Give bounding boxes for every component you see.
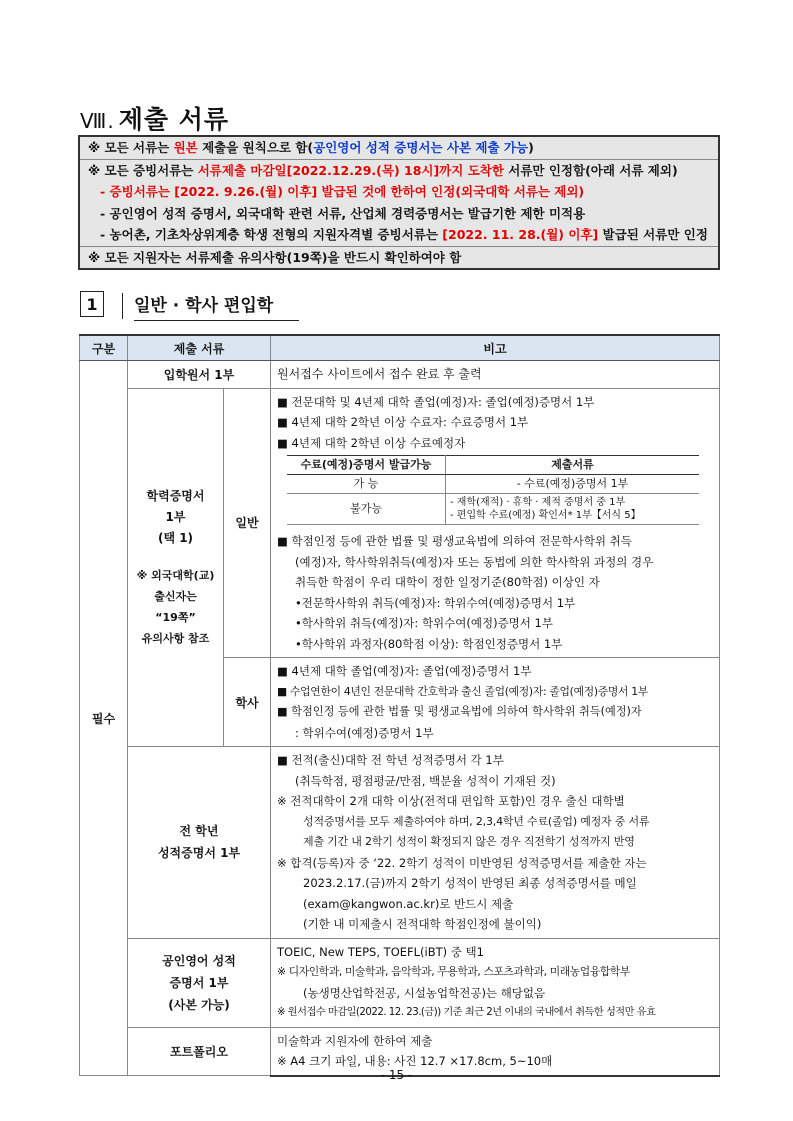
header-documents: 제출 서류 [128,335,271,361]
subtable-text: - 재학(재적) · 휴학 · 제적 증명서 중 1부 [450,497,626,508]
bullet-item: TOEIC, New TEPS, TOEFL(iBT) 중 택1 [277,944,484,959]
notice-text: ) [528,140,534,155]
bullet-item: 2023.2.17.(금)까지 2학기 성적이 반영된 최종 성적증명서를 메일 [303,876,637,890]
doc-note: 출신자는 [154,589,197,603]
section-title: 일반 · 학사 편입학 [134,291,299,321]
bullet-item: 취득한 학점이 우리 대학이 정한 일정기준(80학점) 이상인 자 [295,575,600,589]
application-note: 원서접수 사이트에서 접수 완료 후 출력 [271,361,720,389]
english-score [128,938,271,1027]
bullet-item: ■ 4년제 대학 2학년 이상 수료예정자 [277,435,466,450]
bullet-item: 성적증명서를 모두 제출하여야 하며, 2,3,4학년 수료(졸업) 예정자 중 서류 [303,814,650,828]
transcript [128,747,271,939]
subtable-header-cell: 제출서류 [446,456,700,475]
general-notes [271,388,720,658]
academic-cert [128,388,224,747]
doc-note: “19쪽” [155,610,196,624]
heading-roman-numeral: Ⅷ. [80,109,115,133]
notice-text: - 공인영어 성적 증명서, 외국대학 관련 서류, 산업체 경력증명서는 발급기한 제한 미적용 [100,205,586,221]
doc-name: 학력증명서 [146,488,205,503]
table-row [80,361,720,389]
section-heading [80,100,229,136]
section-divider [122,293,123,319]
bullet-item: ■ 학점인정 등에 관한 법률 및 평생교육법에 의하여 전문학사학위 취득 [277,534,632,548]
bullet-item: (농생명산업학전공, 시설농업학전공)는 해당없음 [303,985,546,1000]
page-number: - 15 - [380,1068,413,1082]
notice-text: 서류만 인정함(아래 서류 제외) [503,162,678,178]
subtable-cell: 불가능 [287,494,446,525]
subtable-cell: 가 능 [287,475,446,494]
subtable-header-cell: 수료(예정)증명서 발급가능 [287,456,446,475]
notice-highlight: 공인영어 성적 증명서는 사본 제출 가능 [313,140,529,155]
bullet-item: ※ 디자인학과, 미술학과, 음악학과, 무용학과, 스포츠과학과, 미래농업융합학부 [277,965,630,978]
subtable-cell: - 수료(예정)증명서 1부 [446,475,700,494]
bullet-item: : 학위수여(예정)증명서 1부 [295,725,434,740]
notice-highlight: 서류제출 마감일[2022.12.29.(목) 18시]까지 도착한 [197,162,504,178]
bullet-item: ※ 전적대학이 2개 대학 이상(전적대 편입학 포함)인 경우 출신 대학별 [277,794,625,808]
notice-line-4 [80,203,718,225]
doc-note: 유의사항 참조 [141,631,210,645]
completion-subtable [287,455,699,525]
doc-name: 증명서 1부 [169,975,229,990]
doc-name: (택 1) [157,530,194,545]
bullet-item: ※ 원서접수 마감일(2022. 12. 23.(금)) 기준 최근 2년 이내의 국내에서 취득한 성적만 유효 [277,1007,656,1018]
notice-text: ※ 모든 지원자는 서류제출 유의사항(19쪽)을 반드시 확인하여야 함 [88,249,462,265]
bachelor-notes [271,658,720,747]
subtable-text: - 편입학 수료(예정) 확인서* 1부【서식 5】 [450,510,641,521]
table-row [80,388,720,658]
notice-text: ※ 모든 서류는 [88,140,174,155]
bullet-item: 제출 기간 내 2학기 성적이 확정되지 않은 경우 직전학기 성적까지 반영 [303,835,635,848]
bullet-item: (기한 내 미제출시 전적대학 학점인정에 불이익) [303,917,542,931]
bullet-item: ■ 전적(출신)대학 전 학년 성적증명서 각 1부 [277,753,504,767]
table-row [80,938,720,1027]
notice-line-3 [80,181,718,203]
notice-text: - 증빙서류는 [2022. 9.26.(월) 이후] 발급된 것에 한하여 인정(외국대학 서류는 제외) [100,184,585,199]
header-category: 구분 [80,335,128,361]
table-header-row [80,335,720,361]
bachelor-label: 학사 [224,658,271,747]
doc-name: 공인영어 성적 [162,953,236,968]
subtable-row [287,475,699,494]
doc-name: (사본 가능) [168,997,230,1012]
transcript-notes [271,747,720,939]
notice-highlight: [2022. 11. 28.(월) 이후] [442,227,599,242]
notice-text: ※ 모든 증빙서류는 [88,162,198,178]
bullet-item: •학사학위 취득(예정)자: 학위수여(예정)증명서 1부 [295,616,553,630]
subtable-cell [446,494,700,525]
table-row [80,747,720,939]
doc-name: 성적증명서 1부 [157,846,241,861]
english-notes [271,938,720,1027]
header-notes: 비고 [271,335,720,361]
bullet-item: •전문학사학위 취득(예정)자: 학위수여(예정)증명서 1부 [295,595,576,610]
notice-text: - 농어촌, 기초차상위계층 학생 전형의 지원자격별 증빙서류는 [100,227,443,242]
heading-text: 제출 서류 [118,105,230,134]
notice-line-1 [80,137,718,159]
notice-box [78,135,720,270]
bullet-item: ■ 4년제 대학 졸업(예정)자: 졸업(예정)증명서 1부 [277,664,532,678]
bullet-item: (exam@kangwon.ac.kr)로 반드시 제출 [303,896,514,911]
doc-note: ※ 외국대학(교) [136,568,215,582]
application-form: 입학원서 1부 [128,361,271,389]
bullet-item: ■ 수업연한이 4년인 전문대학 간호학과 출신 졸업(예정)자: 졸업(예정)증명서 1부 [277,684,648,698]
documents-table [79,334,720,1077]
notice-text: 발급된 서류만 인정 [598,227,708,242]
bullet-item: ■ 전문대학 및 4년제 대학 졸업(예정)자: 졸업(예정)증명서 1부 [277,394,595,409]
doc-name: 1부 [165,509,186,524]
subtable-row [287,494,699,525]
required-label: 필수 [80,361,128,1076]
bullet-item: (취득학점, 평점평균/만점, 백분율 성적이 기재된 것) [295,773,556,788]
bullet-item: (예정)자, 학사학위취득(예정)자 또는 동법에 의한 학사학위 과정의 경우 [295,554,654,569]
subtable-header [287,456,699,475]
bullet-item: 미술학과 지원자에 한하여 제출 [277,1033,433,1048]
bullet-item: ※ 합격(등록)자 중 ‘22. 2학기 성적이 미반영된 성적증명서를 제출한 자는 [277,855,647,870]
section-number: 1 [80,291,104,317]
bullet-item: ■ 학점인정 등에 관한 법률 및 평생교육법에 의하여 학사학위 취득(예정)자 [277,705,642,718]
portfolio: 포트폴리오 [128,1027,271,1076]
doc-name: 전 학년 [179,824,219,839]
notice-line-6 [80,246,718,269]
notice-text: 제출을 원칙으로 함( [197,140,314,155]
bullet-item: ※ A4 크기 파일, 내용: 사진 12.7 ×17.8cm, 5~10매 [277,1054,553,1068]
general-label: 일반 [224,388,271,658]
notice-highlight: 원본 [173,140,198,155]
notice-line-5 [80,224,718,246]
bullet-item: ■ 4년제 대학 2학년 이상 수료자: 수료증명서 1부 [277,415,529,429]
bullet-item: •학사학위 과정자(80학점 이상): 학점인정증명서 1부 [295,636,563,651]
notice-line-2 [80,159,718,182]
